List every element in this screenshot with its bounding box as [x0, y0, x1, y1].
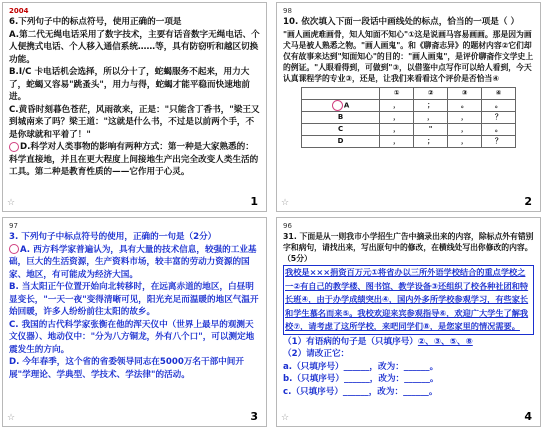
option-b: B.I/C 卡电话机会选择，所以分十了，蛇蝎服务不起来，用力大了，蛇蝎又容易"跳蚤头"，用力与得，蛇蝎才能平稳而快速地前进。	[9, 67, 250, 102]
answer-circle-mark	[332, 100, 343, 111]
sub-question-1-text: （1）有语病的句子是（只填序号）	[283, 336, 418, 347]
table-cell: B	[302, 111, 380, 123]
table-cell: C	[302, 123, 380, 135]
table-cell: ，	[414, 111, 448, 123]
animation-star-icon: ☆	[7, 198, 16, 208]
answer-line-b: b.（只填序号）______，改为：______。	[283, 374, 439, 384]
slide-number: 3	[250, 410, 258, 423]
option-a	[9, 244, 260, 282]
question-stem: 6.下列句子中的标点符号，使用正确的一项是	[9, 17, 182, 27]
slide-number: 2	[524, 195, 532, 208]
year-label: 96	[283, 222, 292, 230]
slide-number: 4	[524, 410, 532, 423]
ad-passage-text: 我校是×××捐资百万元①将省办以三所外语学校结合的重点学校之一②有自己的教学楼、图书馆、教学设备③还组织了校各种社团和特长班④，由于办学成绩突出④，国内外多所学校参观学习，有些家长和学生慕名而来⑤。我校欢迎来宾参观指导⑥，欢迎广大学生了解我校⑦，请考虑了这所学校，来吧同学们⑧，是您家里的情况需要。	[285, 267, 529, 331]
table-row	[302, 135, 516, 147]
table-cell	[302, 99, 380, 111]
table-cell: ，	[448, 111, 482, 123]
answer-circle-mark	[9, 244, 19, 254]
table-header-cell: ④	[482, 87, 516, 99]
table-cell: ？	[482, 111, 516, 123]
table-header-cell: ③	[448, 87, 482, 99]
table-row	[302, 99, 516, 111]
option-a-text: A. 西方科学家普遍认为，具有大量的技术信息，较强的工业基础，巨大的生活资源，生产资料市场，较丰富的劳动力资源的国家、地区，有可能成为经济大国。	[9, 244, 257, 280]
slide-thumbnail-1[interactable]	[2, 2, 267, 212]
table-cell: ，	[448, 123, 482, 135]
option-c: C.黄昏时刻暮色苍茫，风雨欲来，正是："只能含丁香书，"梁王又到城南来了吗？梁王道："这就是什么书，不过是以前两个手，不是你球就和平着了！"	[9, 104, 260, 140]
question-stem: 31. 下面是从一则我市小学招生广告中摘录出来的内容，除标点外有错别字和病句，请找出来，写出原句中的修改，在横线处写出你修改的内容。（5分）	[283, 232, 534, 263]
year-label: 97	[9, 222, 18, 230]
option-a: A.第二代无绳电话采用了数字技术，主要有话音数字无绳电话、个人便携式电话、个人移入通信系统……等，具有防窃听和越区切换功能。	[9, 29, 260, 65]
animation-star-icon: ☆	[7, 413, 16, 423]
table-cell: ；	[414, 135, 448, 147]
option-b: B. 当太阳正午位置开始向北转移时，在远离赤道的地区，白昼明显变长，"一天一夜"变得清晰可见，阳光充足而温暖的地区气温开始回暖，许多人纷纷前往太阳的故乡。	[9, 282, 259, 317]
sub-question-1-answer: ②、③、⑤、⑧	[417, 336, 473, 347]
table-header-cell: ②	[414, 87, 448, 99]
punctuation-table	[301, 87, 516, 148]
table-header-row	[302, 87, 516, 99]
animation-star-icon: ☆	[281, 198, 290, 208]
table-cell: D	[302, 135, 380, 147]
table-cell: ；	[414, 99, 448, 111]
table-header-cell	[302, 87, 380, 99]
table-cell: 。	[482, 123, 516, 135]
table-cell: ，	[380, 135, 414, 147]
answer-circle-mark	[9, 142, 19, 152]
question-stem: 3. 下列句子中标点符号的使用，正确的一句是（2分）	[9, 232, 217, 242]
slide-number: 1	[250, 195, 258, 208]
table-cell: ，	[380, 123, 414, 135]
answer-line-a: a.（只填序号）______，改为：______。	[283, 361, 439, 372]
option-d-text: D.科学对人类事物的影响有两种方式：第一种是大家熟悉的：科学直接地，并且在更大程度上间接地生产出完全改变人类生活的工具。第二种是教育性质的——它作用于心灵。	[9, 142, 259, 177]
slide-content	[283, 222, 534, 410]
slide-thumbnail-3[interactable]	[2, 217, 267, 427]
sub-question-1	[283, 336, 534, 349]
year-label: 98	[283, 7, 292, 15]
option-d	[9, 141, 260, 179]
animation-star-icon: ☆	[281, 413, 290, 423]
table-cell: 。	[448, 99, 482, 111]
table-cell: "	[414, 123, 448, 135]
slide-thumbnail-2[interactable]	[276, 2, 541, 212]
table-row	[302, 123, 516, 135]
slide-content	[283, 7, 534, 195]
sub-question-2: （2）请改正它：	[283, 349, 350, 359]
question-stem: 10. 依次填入下面一段话中画线处的标点，恰当的一项是（ ）	[283, 17, 520, 27]
slide-content	[9, 7, 260, 195]
table-cell: ，	[448, 135, 482, 147]
option-c: C. 我国的古代科学家张衡在他的浑天仪中（世界上最早的观测天文仪器）、地动仪中："分为八方铜龙，外有八个口"，可以测定地震发生的方向。	[9, 319, 255, 355]
answer-line-c: c.（只填序号）______，改为：______。	[283, 386, 438, 397]
row-label: A	[343, 101, 350, 109]
year-label: 2004	[9, 7, 29, 15]
table-cell: ，	[380, 111, 414, 123]
table-row	[302, 111, 516, 123]
table-cell: 。	[482, 99, 516, 111]
question-passage: "画人画虎难画骨，知人知面不知心"①这是说画马容易画画。那是因为画犬马是被人熟悉之物。"画人画鬼"。和《聊斋志异》的题材内容②它们却仅有故事来达到"知面知心"的目的："画人画鬼"，是评价聊斋作文学史上的例证。"人眼看得到，可做到"③，以借鉴中点写作可以给人看到，今天认真课程学的专业③，还是，让我们来看看这个评价是否恰当④	[283, 29, 534, 83]
slide-content	[9, 222, 260, 410]
table-header-cell: ①	[380, 87, 414, 99]
slide-thumbnail-4[interactable]	[276, 217, 541, 427]
table-cell: ？	[482, 135, 516, 147]
table-cell: ，	[380, 99, 414, 111]
ad-passage	[283, 265, 534, 335]
option-d: D. 今年春季，这个省的省委领导同志在5000万名干部中间开展"学理论、学典型、学技术、学法律"的活动。	[9, 357, 244, 380]
